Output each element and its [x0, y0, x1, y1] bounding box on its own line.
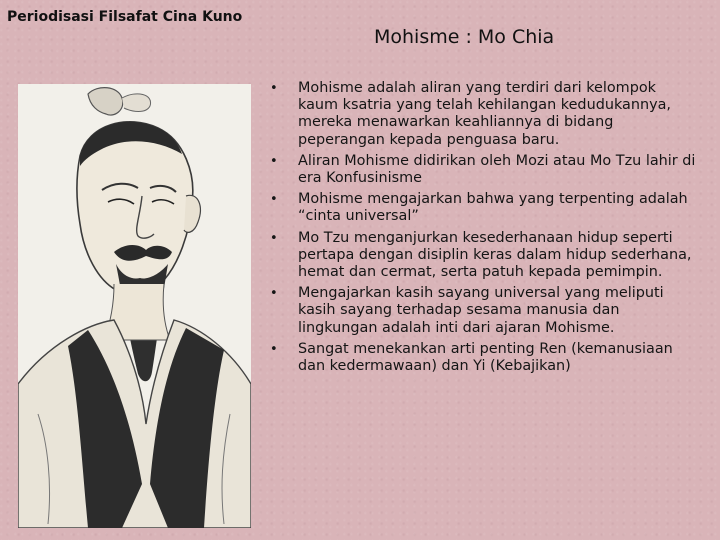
bullet-text: Sangat menekankan arti penting Ren (kemanusiaan dan kedermawaan) dan Yi (Kebajikan) — [298, 340, 673, 375]
bullet-text: Mo Tzu menganjurkan kesederhanaan hidup seperti pertapa dengan disiplin keras dalam hidup sederhana, hemat dan cermat, serta patuh kepada pemimpin. — [298, 229, 692, 281]
bullet-item — [270, 341, 700, 375]
bullet-text: Aliran Mohisme didirikan oleh Mozi atau Mo Tzu lahir di era Konfusinisme — [298, 152, 696, 187]
bullet-item — [270, 80, 700, 149]
header-label: Periodisasi Filsafat Cina Kuno — [7, 9, 243, 25]
bullet-item — [270, 191, 700, 225]
portrait-drawing — [18, 84, 251, 528]
bullet-dot: • — [270, 230, 278, 246]
bullet-dot: • — [270, 192, 278, 208]
bullet-dot: • — [270, 286, 278, 302]
bullet-dot: • — [270, 341, 278, 357]
mozi-portrait-image — [18, 84, 251, 528]
bullet-item — [270, 153, 700, 187]
bullet-dot: • — [270, 153, 278, 169]
bullet-text: Mengajarkan kasih sayang universal yang meliputi kasih sayang terhadap sesama manusia dan lingkungan adalah inti dari ajaran Mohisme. — [298, 285, 664, 336]
bullet-text: Mohisme adalah aliran yang terdiri dari kelompok kaum ksatria yang telah kehilangan kedudukannya, mereka menawarkan keahliannya di bidang peperangan kepada penguasa baru. — [298, 80, 671, 148]
slide-title: Mohisme : Mo Chia — [374, 26, 555, 48]
bullet-list — [270, 80, 700, 379]
bullet-text: Mohisme mengajarkan bahwa yang terpenting adalah “cinta universal” — [298, 191, 688, 225]
bullet-item — [270, 230, 700, 282]
bullet-dot: • — [270, 81, 278, 96]
bullet-item — [270, 285, 700, 337]
